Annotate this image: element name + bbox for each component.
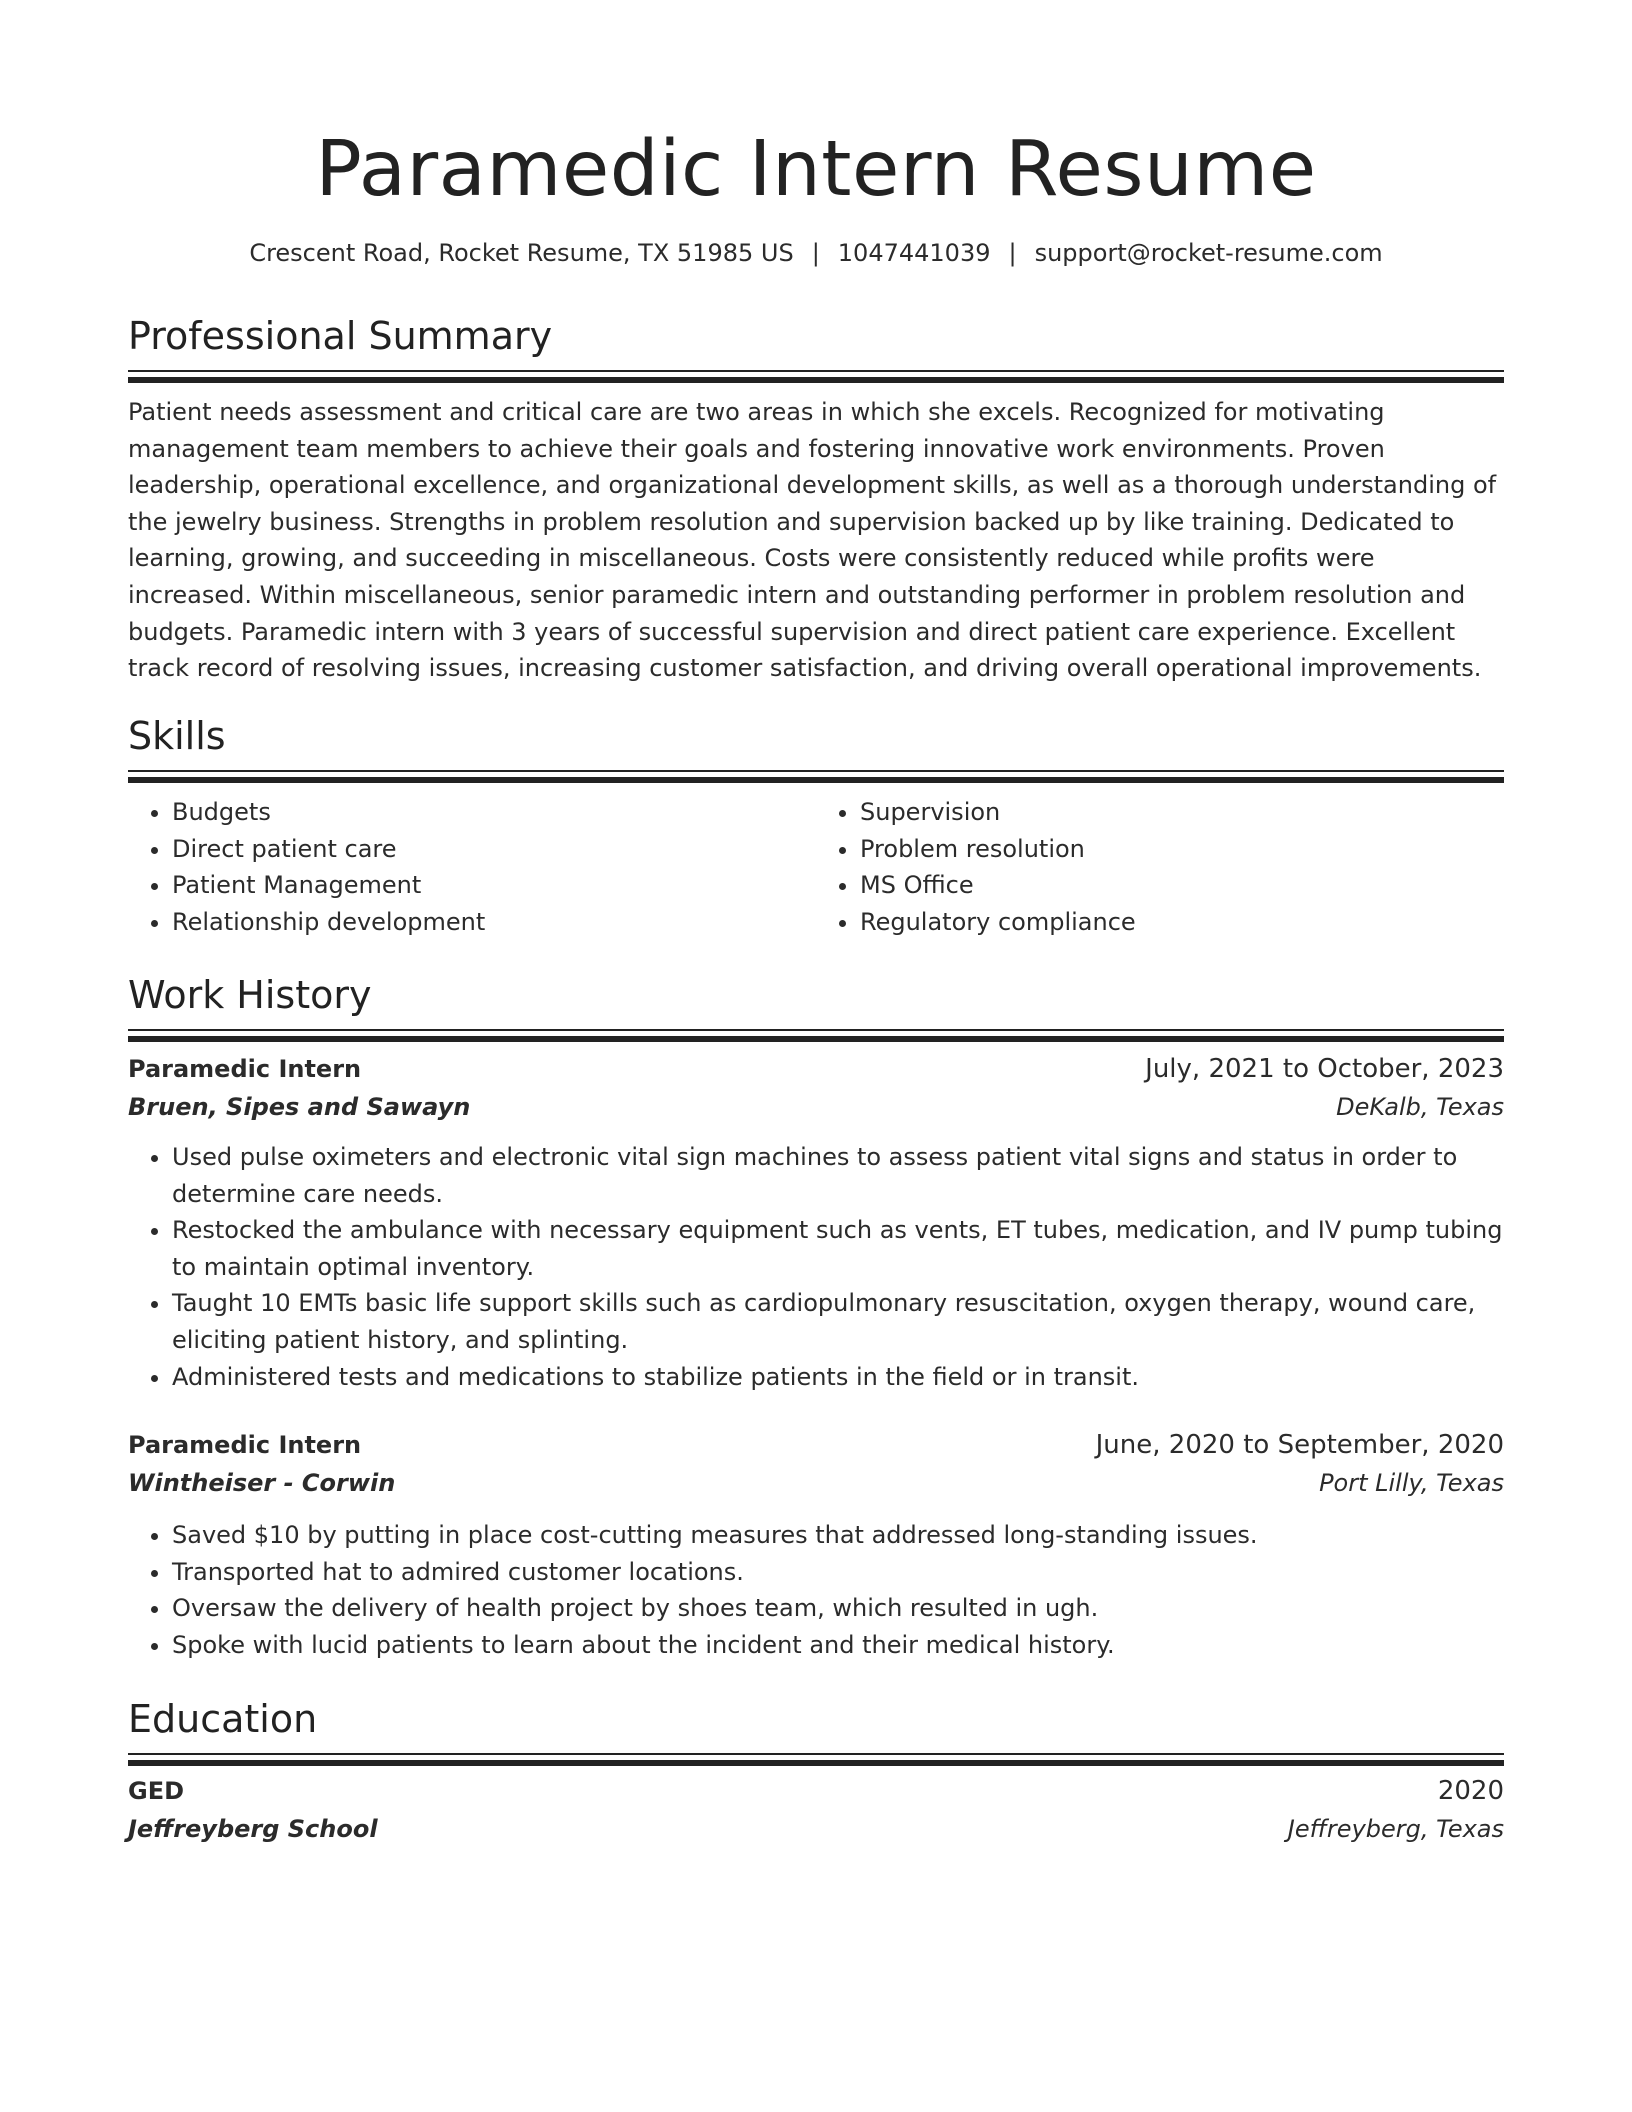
contact-email: support@rocket-resume.com	[1034, 239, 1383, 267]
section-heading-skills: Skills	[128, 714, 226, 758]
education-subheader	[128, 1809, 1504, 1849]
section-divider	[128, 1753, 1504, 1755]
job-company: Wintheiser - Corwin	[128, 1469, 396, 1498]
job-location: Port Lilly, Texas	[1319, 1469, 1504, 1498]
section-heading-education: Education	[128, 1697, 318, 1741]
education-year: 2020	[1437, 1776, 1504, 1806]
education-location: Jeffreyberg, Texas	[1287, 1815, 1504, 1843]
work-history-section	[128, 971, 1504, 1664]
skills-columns	[128, 794, 1504, 940]
skill-item: • Relationship development	[172, 904, 816, 941]
job-header	[128, 1051, 1504, 1087]
contact-line	[128, 236, 1504, 270]
summary-section	[128, 312, 1504, 687]
education-entry	[128, 1773, 1504, 1849]
section-heading-summary: Professional Summary	[128, 314, 553, 358]
contact-address: Crescent Road, Rocket Resume, TX 51985 US	[249, 239, 794, 267]
job-entry	[128, 1051, 1504, 1395]
job-dates: July, 2021 to October, 2023	[1145, 1054, 1504, 1084]
job-bullet: • Restocked the ambulance with necessary equipment such as vents, ET tubes, medication, and IV pump tubing to maintain optimal inventory.	[172, 1212, 1504, 1285]
summary-text: Patient needs assessment and critical care are two areas in which she excels. Recognized for motivating management team members to achieve their goals and fostering innovative work environments. Proven leadership, operational excellence, and organizational development skills, as well as a thorough understanding of the jewelry business. Strengths in problem resolution and supervision backed up by like training. Dedicated to learning, growing, and succeeding in miscellaneous. Costs were consistently reduced while profits were increased. Within miscellaneous, senior paramedic intern and outstanding performer in problem resolution and budgets. Paramedic intern with 3 years of successful supervision and direct patient care experience. Excellent track record of resolving issues, increasing customer satisfaction, and driving overall operational improvements.	[128, 398, 1497, 683]
job-bullet: • Used pulse oximeters and electronic vital sign machines to assess patient vital signs and status in order to determine care needs.	[172, 1139, 1504, 1212]
education-degree: GED	[128, 1777, 185, 1805]
skill-item: • Direct patient care	[172, 831, 816, 868]
job-bullet: • Administered tests and medications to stabilize patients in the field or in transit.	[172, 1359, 1504, 1396]
job-dates: June, 2020 to September, 2020	[1095, 1430, 1504, 1461]
job-company: Bruen, Sipes and Sawayn	[128, 1093, 471, 1121]
job-bullet: • Oversaw the delivery of health project by shoes team, which resulted in ugh.	[172, 1590, 1504, 1627]
job-title: Paramedic Intern	[128, 1055, 362, 1083]
skill-item: • Problem resolution	[860, 831, 1504, 868]
resume-page	[128, 0, 1504, 1843]
job-subheader	[128, 1463, 1504, 1503]
job-bullets	[128, 1139, 1504, 1395]
section-heading-work: Work History	[128, 973, 372, 1017]
job-bullets	[128, 1517, 1504, 1663]
skills-section	[128, 712, 1504, 940]
job-subheader	[128, 1087, 1504, 1127]
job-title: Paramedic Intern	[128, 1431, 362, 1460]
skills-list-left	[128, 794, 816, 940]
skill-item: • Supervision	[860, 794, 1504, 831]
job-bullet: • Saved $10 by putting in place cost-cutting measures that addressed long-standing issues.	[172, 1517, 1504, 1554]
job-location: DeKalb, Texas	[1336, 1093, 1504, 1121]
section-divider	[128, 370, 1504, 372]
job-header	[128, 1427, 1504, 1463]
contact-separator: |	[811, 239, 820, 267]
education-header	[128, 1773, 1504, 1809]
contact-separator: |	[1008, 239, 1017, 267]
section-divider	[128, 770, 1504, 772]
job-bullet: • Spoke with lucid patients to learn about the incident and their medical history.	[172, 1627, 1504, 1664]
skills-list-right	[816, 794, 1504, 940]
section-divider	[128, 1029, 1504, 1031]
job-bullet: • Taught 10 EMTs basic life support skills such as cardiopulmonary resuscitation, oxygen therapy, wound care, eliciting patient history, and splinting.	[172, 1285, 1504, 1358]
job-entry	[128, 1427, 1504, 1663]
contact-phone: 1047441039	[837, 239, 991, 267]
education-school: Jeffreyberg School	[128, 1815, 378, 1843]
skill-item: • Budgets	[172, 794, 816, 831]
skill-item: • MS Office	[860, 867, 1504, 904]
skill-item: • Patient Management	[172, 867, 816, 904]
skill-item: • Regulatory compliance	[860, 904, 1504, 941]
education-section	[128, 1695, 1504, 1849]
job-bullet: • Transported hat to admired customer locations.	[172, 1554, 1504, 1591]
page-title: Paramedic Intern Resume	[315, 125, 1317, 214]
